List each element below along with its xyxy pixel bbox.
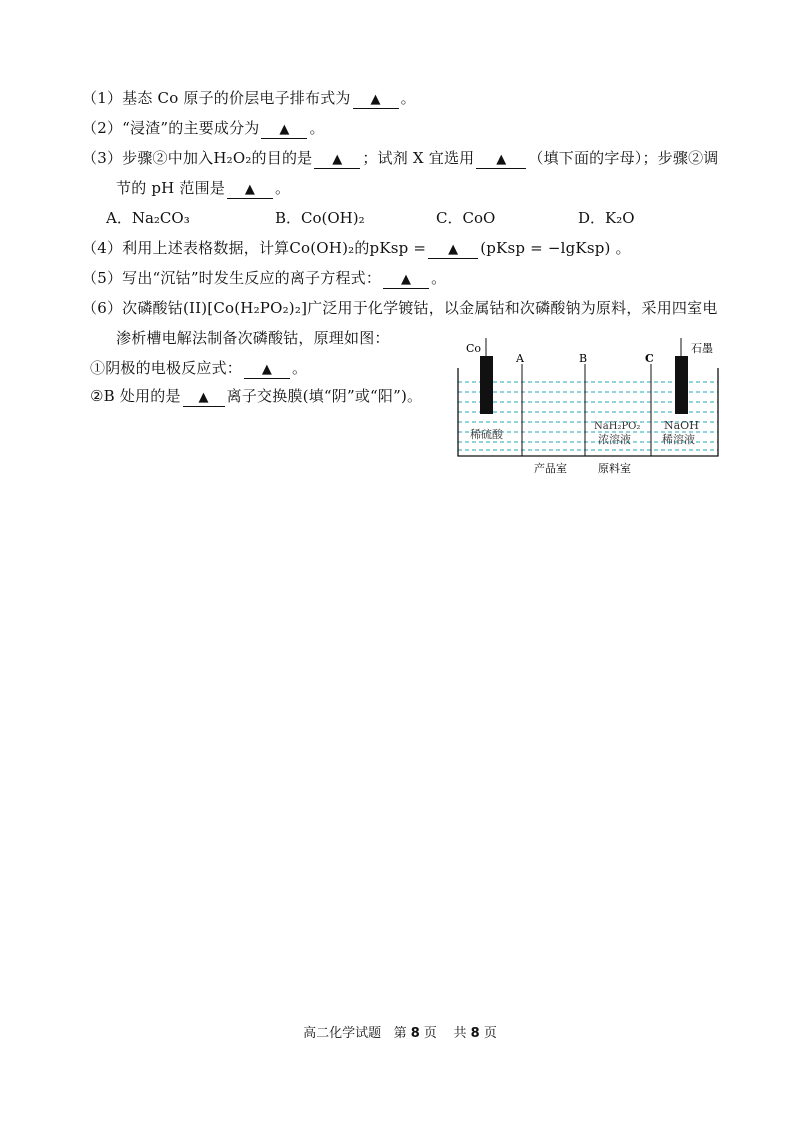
page-number: 8 bbox=[410, 1026, 420, 1041]
question-6-sub-1: ①阴极的电极反应式： ▲ 。 bbox=[90, 359, 308, 377]
question-2: （2）“浸渣”的主要成分为 ▲ 。 bbox=[82, 119, 325, 137]
q1-text: （1）基态 Co 原子的价层电子排布式为 bbox=[82, 89, 351, 107]
answer-blank: ▲ bbox=[227, 182, 273, 199]
electrodialysis-cell-diagram bbox=[448, 330, 728, 480]
question-6-sub-2: ②B 处用的是 ▲ 离子交换膜(填“阴”或“阳”)。 bbox=[90, 387, 423, 405]
question-5: （5）写出“沉钴”时发生反应的离子方程式： ▲ 。 bbox=[82, 269, 447, 287]
dilute-solution-label: 稀溶液 bbox=[662, 433, 695, 446]
membrane-b-label: B bbox=[579, 352, 588, 365]
answer-blank: ▲ bbox=[353, 92, 399, 109]
total-pages: 8 bbox=[470, 1026, 480, 1041]
membrane-c-label: C bbox=[645, 352, 654, 365]
product-chamber-label: 产品室 bbox=[534, 462, 567, 475]
question-4: （4）利用上述表格数据，计算Co(OH)₂的pKsp = ▲ (pKsp = −lgKsp) 。 bbox=[82, 239, 631, 257]
answer-blank: ▲ bbox=[476, 152, 526, 169]
co-label: Co bbox=[466, 342, 482, 355]
option-a: A．Na₂CO₃ bbox=[106, 209, 190, 227]
question-6-line-2: 渗析槽电解法制备次磷酸钴，原理如图： bbox=[116, 329, 390, 347]
naoh-label: NaOH bbox=[664, 419, 699, 432]
answer-blank: ▲ bbox=[428, 242, 478, 259]
answer-blank: ▲ bbox=[383, 272, 429, 289]
page-footer: 高二化学试题 第 8 页 共 8 页 bbox=[303, 1026, 497, 1041]
question-3: （3）步骤②中加入H₂O₂的目的是 ▲ ；试剂 X 宜选用 ▲ （填下面的字母）；步骤②调 bbox=[82, 149, 719, 167]
answer-blank: ▲ bbox=[183, 390, 225, 407]
answer-blank: ▲ bbox=[261, 122, 307, 139]
option-b: B．Co(OH)₂ bbox=[275, 209, 365, 227]
graphite-label: 石墨 bbox=[691, 342, 713, 355]
q2-text: （2）“浸渣”的主要成分为 bbox=[82, 119, 260, 137]
co-electrode bbox=[480, 356, 493, 414]
option-c: C．CoO bbox=[436, 209, 496, 227]
answer-blank: ▲ bbox=[314, 152, 360, 169]
raw-material-chamber-label: 原料室 bbox=[598, 462, 631, 475]
graphite-electrode bbox=[675, 356, 688, 414]
option-d: D．K₂O bbox=[578, 209, 635, 227]
concentrated-solution-label: 浓溶液 bbox=[598, 433, 631, 446]
question-3-line-2: 节的 pH 范围是 ▲ 。 bbox=[116, 179, 291, 197]
question-1: （1）基态 Co 原子的价层电子排布式为 ▲ 。 bbox=[82, 89, 416, 107]
membrane-a-label: A bbox=[516, 352, 524, 365]
question-6-line-1: （6）次磷酸钴(II)[Co(H₂PO₂)₂]广泛用于化学镀钴，以金属钴和次磷酸钠为原料，采用四室电 bbox=[82, 299, 718, 317]
nah2po2-label: NaH₂PO₂ bbox=[594, 421, 641, 432]
dilute-sulfuric-acid-label: 稀硫酸 bbox=[470, 428, 503, 441]
answer-blank: ▲ bbox=[244, 362, 290, 379]
